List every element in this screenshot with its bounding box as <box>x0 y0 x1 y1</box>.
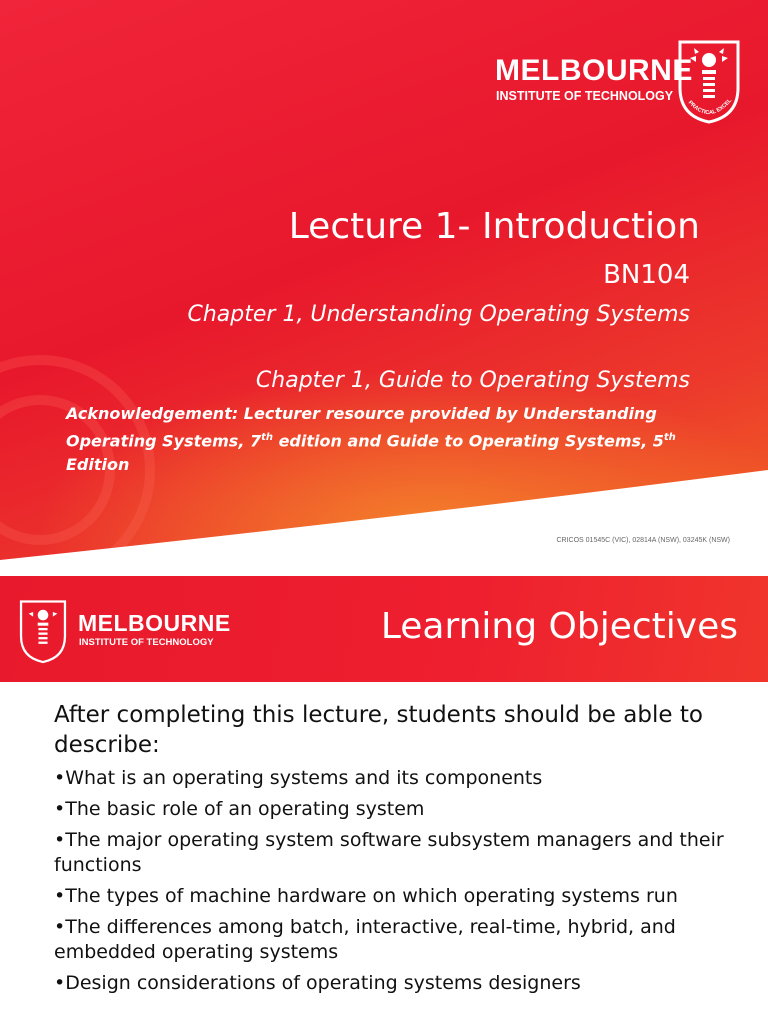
crest-logo-icon <box>676 38 742 124</box>
objective-item: •The basic role of an operating system <box>54 798 425 820</box>
objectives-body <box>54 700 744 1002</box>
chapter-reference-2: Chapter 1, Guide to Operating Systems <box>255 368 690 393</box>
logo-subtitle: INSTITUTE OF TECHNOLOGY <box>496 89 674 103</box>
cricos-code: CRICOS 01545C (VIC), 02814A (NSW), 03245K (NSW) <box>556 537 730 544</box>
logo-wordmark: MELBOURNE <box>495 54 693 87</box>
slide-header-bar <box>0 576 768 682</box>
objectives-intro: After completing this lecture, students should be able to describe: <box>54 702 703 758</box>
ack-superscript-2: th <box>663 432 676 443</box>
acknowledgement-text <box>66 402 726 477</box>
objective-item: •What is an operating systems and its components <box>54 767 543 789</box>
ack-part-1: Acknowledgement: Lecturer resource provided by Understanding Operating Systems, 7 <box>66 404 657 451</box>
slide-title: Learning Objectives <box>380 606 738 647</box>
objective-item: •The major operating system software subsystem managers and their functions <box>54 829 724 876</box>
ack-part-2: edition and Guide to Operating Systems, 5 <box>273 431 664 451</box>
objective-item: •The differences among batch, interactive, real-time, hybrid, and embedded operating systems <box>54 916 676 963</box>
objective-item: •The types of machine hardware on which operating systems run <box>54 885 678 907</box>
course-code: BN104 <box>603 260 690 290</box>
chapter-reference-1: Chapter 1, Understanding Operating Systems <box>187 302 690 327</box>
lecture-title: Lecture 1- Introduction <box>288 206 700 247</box>
crest-logo-icon <box>18 598 68 664</box>
ack-superscript-1: th <box>261 432 273 443</box>
crest-motto: PRACTICAL EXCEL <box>686 97 734 117</box>
ack-part-3: Edition <box>66 455 130 475</box>
logo-subtitle: INSTITUTE OF TECHNOLOGY <box>79 637 214 648</box>
logo-wordmark: MELBOURNE <box>78 610 231 636</box>
learning-objectives-slide <box>0 576 768 1024</box>
objective-item: •Design considerations of operating systems designers <box>54 972 581 994</box>
